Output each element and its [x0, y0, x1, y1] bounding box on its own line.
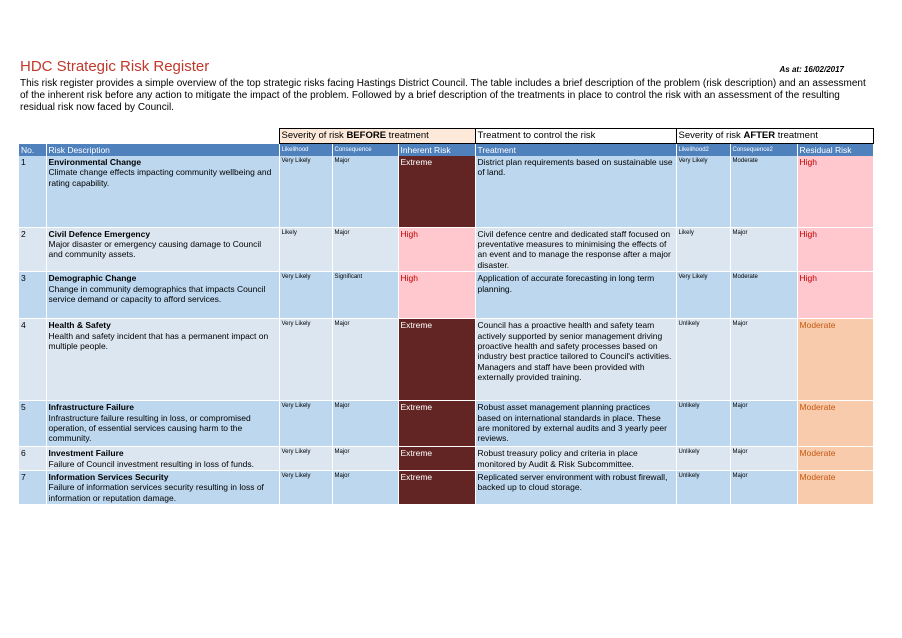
residual-risk: Moderate: [797, 447, 873, 471]
risk-title: Health & Safety: [48, 320, 111, 331]
risk-description: [46, 319, 279, 401]
table-row: [19, 470, 873, 504]
consequence2: Major: [730, 227, 797, 272]
consequence2: Major: [730, 470, 797, 504]
inherent-risk: High: [398, 272, 475, 319]
residual-risk: Moderate: [797, 319, 873, 401]
likelihood2: Unlikely: [676, 401, 730, 447]
likelihood2: Unlikely: [676, 447, 730, 471]
col-residual-risk: Residual Risk: [797, 144, 873, 157]
consequence: Major: [332, 447, 398, 471]
group-treatment: Treatment to control the risk: [475, 129, 676, 144]
likelihood: Very Likely: [279, 447, 332, 471]
likelihood: Very Likely: [279, 156, 332, 227]
consequence: Major: [332, 319, 398, 401]
treatment: Replicated server environment with robust firewall, backed up to cloud storage.: [475, 470, 676, 504]
inherent-risk: Extreme: [398, 401, 475, 447]
col-likelihood2: Likelihood2: [676, 144, 730, 157]
risk-title: Environmental Change: [48, 157, 142, 167]
treatment: Application of accurate forecasting in long term planning.: [475, 272, 676, 319]
row-number: 4: [19, 319, 46, 401]
col-description: Risk Description: [46, 144, 279, 157]
likelihood: Very Likely: [279, 401, 332, 447]
risk-detail: Failure of information services security resulting in loss of information or reputation damage.: [48, 482, 264, 503]
consequence2: Major: [730, 447, 797, 471]
col-likelihood: Likelihood: [279, 144, 332, 157]
likelihood: Likely: [279, 227, 332, 272]
risk-description: [46, 156, 279, 227]
treatment: Robust treasury policy and criteria in place monitored by Audit & Risk Subcommittee.: [475, 447, 676, 471]
risk-detail: Climate change effects impacting community wellbeing and rating capability.: [48, 167, 272, 188]
consequence: Major: [332, 401, 398, 447]
residual-risk: High: [797, 272, 873, 319]
inherent-risk: Extreme: [398, 447, 475, 471]
treatment: Robust asset management planning practices based on international standards in place. These are monitored by external audits and 3 yearly peer reviews.: [475, 401, 676, 447]
risk-title: Information Services Security: [48, 471, 169, 482]
risk-detail: Health and safety incident that has a permanent impact on multiple people.: [48, 330, 269, 351]
row-number: 7: [19, 470, 46, 504]
likelihood2: Very Likely: [676, 156, 730, 227]
residual-risk: Moderate: [797, 470, 873, 504]
col-treatment: Treatment: [475, 144, 676, 157]
risk-description: [46, 447, 279, 471]
group-before-treatment: Severity of risk BEFORE treatment: [279, 129, 475, 144]
risk-description: [46, 227, 279, 272]
risk-detail: Change in community demographics that impacts Council service demand or capacity to afford services.: [48, 283, 266, 304]
risk-description: [46, 272, 279, 319]
likelihood2: Likely: [676, 227, 730, 272]
row-number: 6: [19, 447, 46, 471]
consequence: Major: [332, 156, 398, 227]
col-no: No.: [19, 144, 46, 157]
inherent-risk: High: [398, 227, 475, 272]
risk-detail: Infrastructure failure resulting in loss, or compromised operation, of essential services causing harm to the community.: [48, 412, 251, 444]
as-at-date: As at: 16/02/2017: [779, 65, 844, 74]
inherent-risk: Extreme: [398, 156, 475, 227]
consequence2: Major: [730, 401, 797, 447]
column-header-row: [19, 144, 873, 157]
likelihood: Very Likely: [279, 470, 332, 504]
title-row: [20, 58, 870, 78]
page-title: HDC Strategic Risk Register: [20, 58, 210, 75]
inherent-risk: Extreme: [398, 470, 475, 504]
row-number: 3: [19, 272, 46, 319]
intro-paragraph: This risk register provides a simple overview of the top strategic risks facing Hastings District Council. The table includes a brief description of the problem (risk description) and an assessment of the inherent risk before any action to mitigate the impact of the problem. Followed by a brief description of the treatments in place to control the risk with an assessment of the resulting residual risk now faced by Council.: [20, 78, 866, 114]
table-row: [19, 401, 873, 447]
inherent-risk: Extreme: [398, 319, 475, 401]
residual-risk: Moderate: [797, 401, 873, 447]
risk-description: [46, 401, 279, 447]
risk-detail: Failure of Council investment resulting in loss of funds.: [48, 458, 255, 469]
table-row: [19, 447, 873, 471]
table-row: [19, 156, 873, 227]
group-after-treatment: Severity of risk AFTER treatment: [676, 129, 873, 144]
consequence: Major: [332, 227, 398, 272]
likelihood2: Very Likely: [676, 272, 730, 319]
risk-title: Infrastructure Failure: [48, 402, 134, 413]
consequence: Major: [332, 470, 398, 504]
table-row: [19, 272, 873, 319]
risk-title: Demographic Change: [48, 273, 137, 284]
risk-title: Civil Defence Emergency: [48, 228, 151, 239]
row-number: 5: [19, 401, 46, 447]
likelihood2: Unlikely: [676, 319, 730, 401]
likelihood2: Unlikely: [676, 470, 730, 504]
treatment: Civil defence centre and dedicated staff focused on preventative measures to minimising the effects of an event and to manage the response after a major disaster.: [475, 227, 676, 272]
risk-title: Investment Failure: [48, 448, 124, 459]
risk-detail: Major disaster or emergency causing damage to Council and community assets.: [48, 238, 262, 260]
likelihood: Very Likely: [279, 272, 332, 319]
treatment: District plan requirements based on sustainable use of land.: [475, 156, 676, 227]
consequence2: Major: [730, 319, 797, 401]
consequence: Significant: [332, 272, 398, 319]
col-consequence2: Consequence2: [730, 144, 797, 157]
consequence2: Moderate: [730, 272, 797, 319]
risk-description: [46, 470, 279, 504]
group-header-row: [19, 129, 873, 144]
row-number: 2: [19, 227, 46, 272]
consequence2: Moderate: [730, 156, 797, 227]
row-number: 1: [19, 156, 46, 227]
col-consequence: Consequence: [332, 144, 398, 157]
table-row: [19, 227, 873, 272]
col-inherent-risk: Inherent Risk: [398, 144, 475, 157]
likelihood: Very Likely: [279, 319, 332, 401]
risk-register-table: [19, 128, 874, 505]
residual-risk: High: [797, 156, 873, 227]
treatment: Council has a proactive health and safety team actively supported by senior management driving proactive health and safety processes based on industry best practice tailored to Council's activities. Managers and staff have been provided with externally provided training.: [475, 319, 676, 401]
residual-risk: High: [797, 227, 873, 272]
table-row: [19, 319, 873, 401]
